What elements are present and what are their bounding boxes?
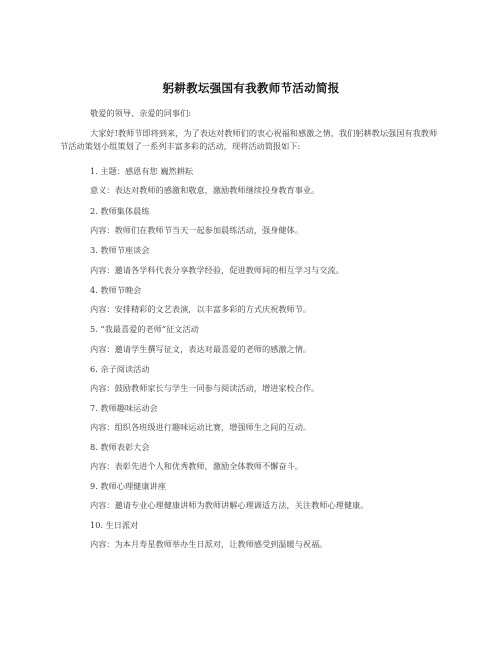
item-10-body: 内容：为本月寿星教师举办生日派对，让教师感受到温暖与祝福。 [90,539,328,549]
item-2-body: 内容：教师们在教师节当天一起参加晨练活动，强身健体。 [90,225,303,235]
item-2-heading: 2. 教师集体晨练 [90,206,150,216]
item-7-body: 内容：组织各班级进行趣味运动比赛，增强师生之间的互动。 [90,422,312,432]
intro-paragraph: 大家好!教师节即将到来，为了表达对教师们的衷心祝福和感激之情，我们躬耕教坛强国有我教师节活动策划小组策划了一系列丰富多彩的活动，现将活动简报如下: [60,128,438,151]
item-1-body: 意义：表达对教师的感激和敬意，激励教师继续投身教育事业。 [90,185,320,195]
item-4-body: 内容：安排精彩的文艺表演，以丰富多彩的方式庆祝教师节。 [90,304,312,314]
document-title: 躬耕教坛强国有我教师节活动简报 [162,81,340,95]
item-4-heading: 4. 教师节晚会 [90,285,142,295]
item-6-heading: 6. 亲子阅读活动 [90,364,150,374]
item-5-heading: 5. “我最喜爱的老师”征文活动 [90,324,199,334]
item-6-body: 内容：鼓励教师家长与学生一同参与阅读活动，增进家校合作。 [90,383,320,393]
item-5-body: 内容：邀请学生撰写征文，表达对最喜爱的老师的感激之情。 [90,344,312,354]
item-10-heading: 10. 生日派对 [90,520,139,530]
item-7-heading: 7. 教师趣味运动会 [90,403,158,413]
item-1-heading: 1. 主题：感恩有您 巍然耕耘 [90,166,194,176]
item-9-body: 内容：邀请专业心理健康讲师为教师讲解心理调适方法，关注教师心理健康。 [90,500,369,510]
item-8-heading: 8. 教师表彰大会 [90,442,150,452]
item-3-heading: 3. 教师节座谈会 [90,245,150,255]
greeting-line: 敬爱的领导、亲爱的同事们: [90,108,192,118]
item-8-body: 内容：表彰先进个人和优秀教师，激励全体教师不懈奋斗。 [90,461,303,471]
item-3-body: 内容：邀请各学科代表分享教学经验，促进教师间的相互学习与交流。 [90,265,344,275]
item-9-heading: 9. 教师心理健康讲座 [90,481,166,491]
